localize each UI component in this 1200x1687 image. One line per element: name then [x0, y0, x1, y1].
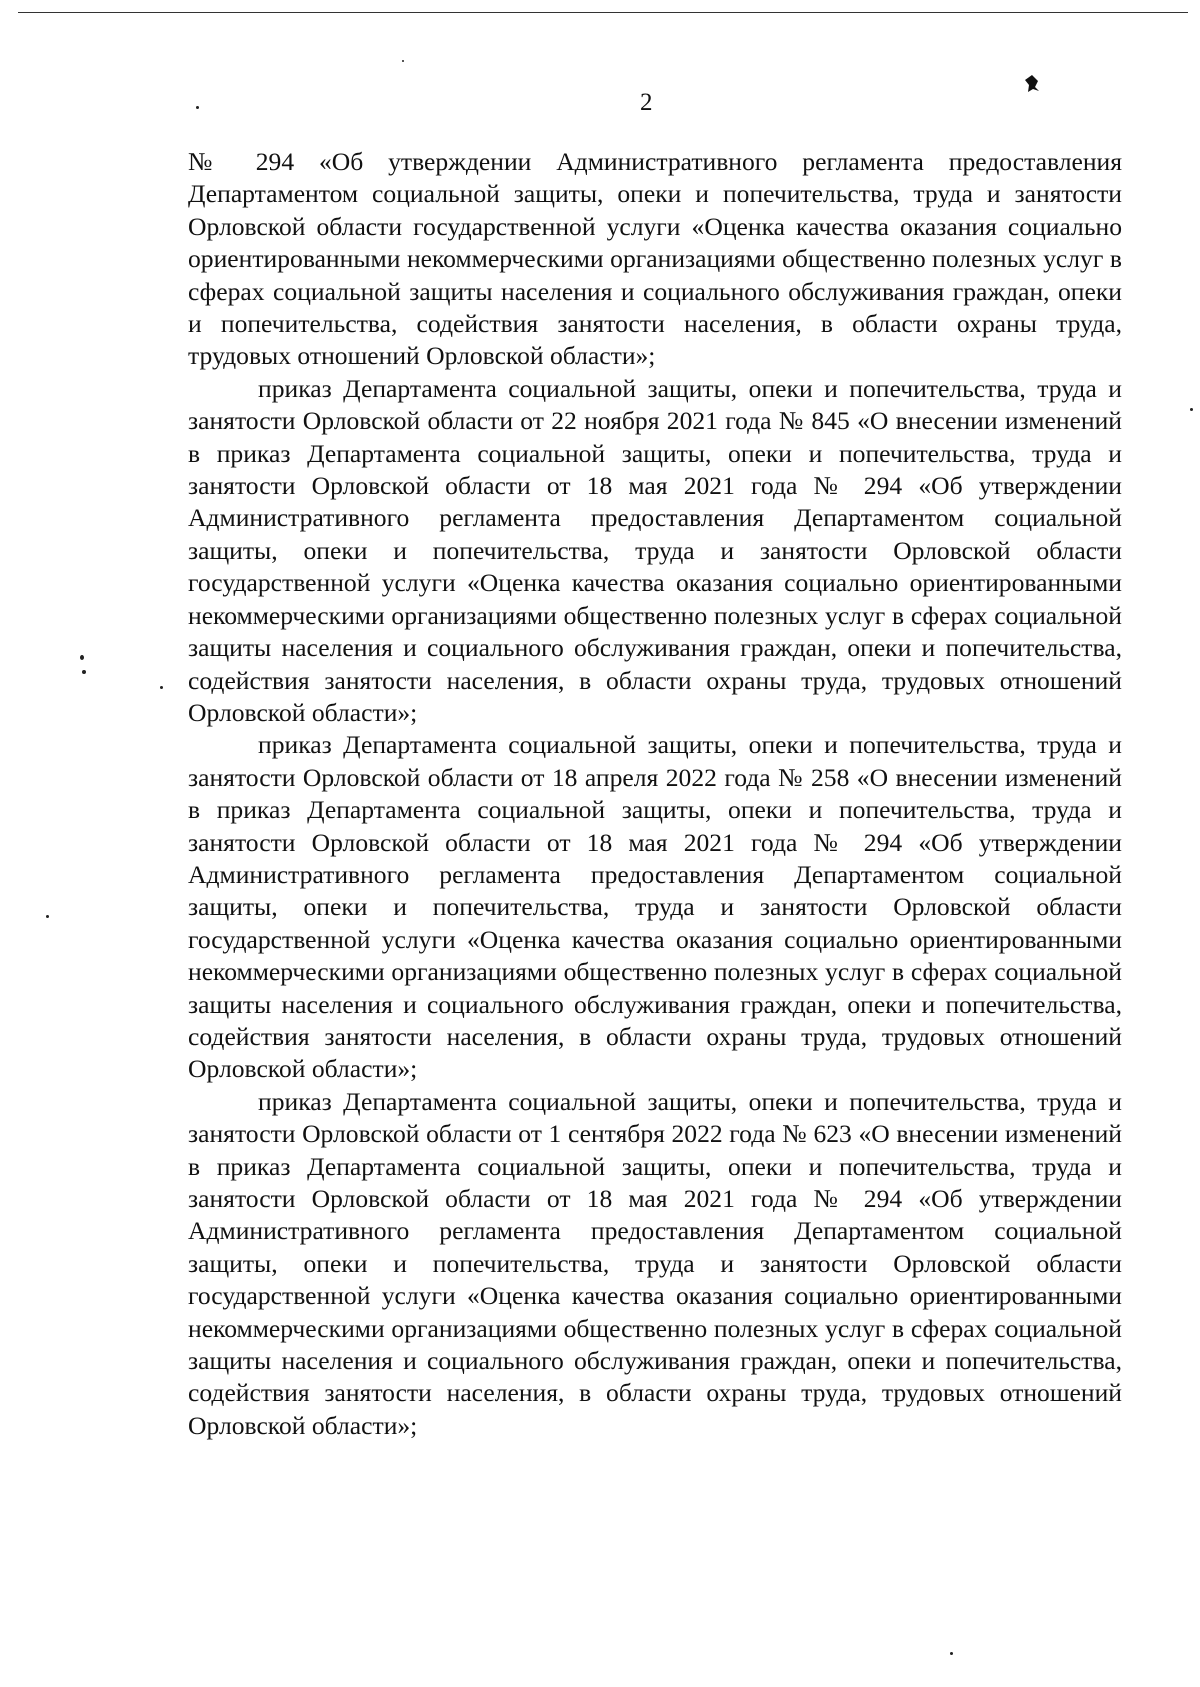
page-number: 2 [640, 89, 653, 116]
top-rule [18, 12, 1188, 13]
scan-speck [950, 1652, 953, 1655]
ink-blot-icon [1022, 74, 1042, 94]
document-body [188, 146, 1122, 1442]
paragraph-order-294-continuation: № 294 «Об утверждении Административного регламента предоставления Департаментом социальной защиты, опеки и попечительства, труда и занятости Орловской области государственной услуги «Оценка качества оказания социально ориентированными некоммерческими организациями общественно полезных услуг в сферах социальной защиты населения и социального обслуживания граждан, опеки и попечительства, содействия занятости населения, в области охраны труда, трудовых отношений Орловской области»; [188, 147, 1122, 371]
scan-speck [82, 670, 86, 674]
scan-speck [80, 655, 84, 660]
scan-speck [46, 915, 49, 918]
scan-speck [160, 686, 163, 689]
scan-speck [402, 60, 404, 62]
paragraph-order-258: приказ Департамента социальной защиты, опеки и попечительства, труда и занятости Орловской области от 18 апреля 2022 года № 258 «О внесении изменений в приказ Департамента социальной защиты, опеки и попечительства, труда и занятости Орловской области от 18 мая 2021 года № 294 «Об утверждении Административного регламента предоставления Департаментом социальной защиты, опеки и попечительства, труда и занятости Орловской области государственной услуги «Оценка качества оказания социально ориентированными некоммерческими организациями общественно полезных услуг в сферах социальной защиты населения и социального обслуживания граждан, опеки и попечительства, содействия занятости населения, в области охраны труда, трудовых отношений Орловской области»; [188, 730, 1122, 1084]
paragraph-order-623: приказ Департамента социальной защиты, опеки и попечительства, труда и занятости Орловской области от 1 сентября 2022 года № 623 «О внесении изменений в приказ Департамента социальной защиты, опеки и попечительства, труда и занятости Орловской области от 18 мая 2021 года № 294 «Об утверждении Административного регламента предоставления Департаментом социальной защиты, опеки и попечительства, труда и занятости Орловской области государственной услуги «Оценка качества оказания социально ориентированными некоммерческими организациями общественно полезных услуг в сферах социальной защиты населения и социального обслуживания граждан, опеки и попечительства, содействия занятости населения, в области охраны труда, трудовых отношений Орловской области»; [188, 1086, 1122, 1440]
scan-speck [196, 106, 199, 109]
paragraph-order-845: приказ Департамента социальной защиты, опеки и попечительства, труда и занятости Орловской области от 22 ноября 2021 года № 845 «О внесении изменений в приказ Департамента социальной защиты, опеки и попечительства, труда и занятости Орловской области от 18 мая 2021 года № 294 «Об утверждении Административного регламента предоставления Департаментом социальной защиты, опеки и попечительства, труда и занятости Орловской области государственной услуги «Оценка качества оказания социально ориентированными некоммерческими организациями общественно полезных услуг в сферах социальной защиты населения и социального обслуживания граждан, опеки и попечительства, содействия занятости населения, в области охраны труда, трудовых отношений Орловской области»; [188, 373, 1122, 727]
scan-speck [1190, 408, 1193, 411]
